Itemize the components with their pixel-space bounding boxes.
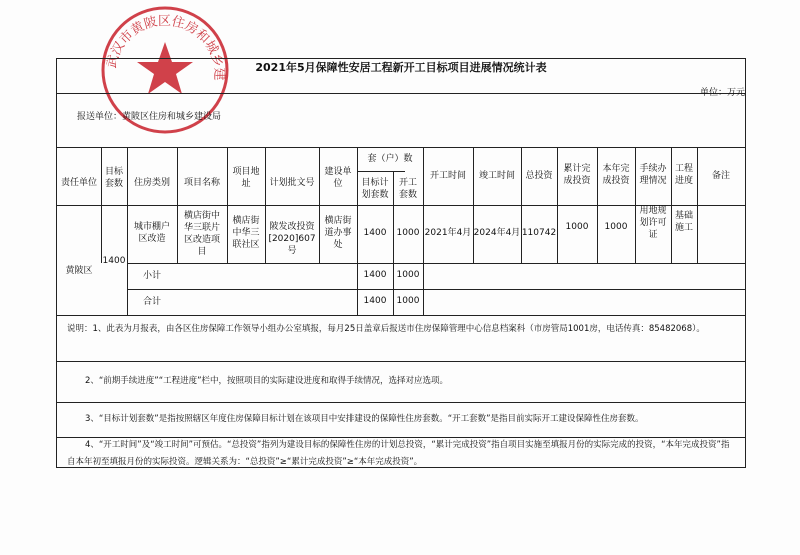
total-plan-sets: 1400 bbox=[363, 296, 387, 306]
row-project-name: 横店街中 华三联片 区改造项 目 bbox=[183, 211, 220, 257]
header-remark: 备注 bbox=[711, 171, 730, 181]
subtotal-label: 小计 bbox=[142, 271, 161, 281]
header-project-address: 项目地 址 bbox=[232, 167, 260, 189]
row-approval-no: 陂发改投资 [2020]607号 bbox=[268, 222, 316, 256]
total-label: 合计 bbox=[142, 297, 161, 307]
header-target-units: 目标 套数 bbox=[104, 167, 123, 189]
header-completion-time: 竣工时间 bbox=[478, 171, 515, 181]
row-progress: 基础 施工 bbox=[674, 211, 693, 233]
note-3: 3、“目标计划套数”是指按照辖区年度住房保障目标计划在该项目中安排建设的保障性住房套数。“开工套数”是指目前实际开工建设保障性住房套数。 bbox=[85, 414, 644, 424]
subtotal-started-sets: 1000 bbox=[396, 270, 420, 280]
total-started-sets: 1000 bbox=[396, 296, 420, 306]
report-table bbox=[56, 58, 746, 468]
row-responsible: 黄陂区 bbox=[65, 266, 93, 276]
header-total-investment: 总投资 bbox=[525, 171, 553, 181]
submitting-unit: 报送单位：黄陂区住房和城乡建设局 bbox=[77, 112, 222, 122]
subtotal-plan-sets: 1400 bbox=[363, 270, 387, 280]
row-project-address: 横店街 中华三 联社区 bbox=[232, 216, 260, 250]
row-plan-sets: 1400 bbox=[363, 228, 387, 238]
header-year-investment: 本年完 成投资 bbox=[602, 164, 630, 186]
header-project-name: 项目名称 bbox=[183, 178, 220, 188]
seal-text: 武汉市黄陂区住房和城乡建 bbox=[104, 13, 227, 81]
header-builder: 建设单 位 bbox=[324, 167, 352, 189]
note-1: 说明：1、此表为月报表，由各区住房保障工作领导小组办公室填报，每月25日盖章后报送市住房保障管理中心信息档案科（市房管局1001房，电话传真：85482068）。 bbox=[67, 324, 705, 334]
row-total-investment: 110742 bbox=[521, 228, 557, 238]
header-housing-type: 住房类别 bbox=[133, 178, 170, 188]
row-completion-time: 2024年4月 bbox=[473, 228, 521, 238]
header-progress: 工程 进度 bbox=[674, 164, 693, 186]
header-started-sets: 开工 套数 bbox=[398, 178, 417, 200]
header-procedures: 手续办 理情况 bbox=[639, 164, 667, 186]
note-4: 4、“开工时间”及“竣工时间”可预估。“总投资”指列为建设目标的保障性住房的计划总投资，“累计完成投资”指自项目实施至填报月份的实际完成的投资，“本年完成投资”指自本年初至填报月份的实际投资。逻辑关系为：“总投资”≥“累计完成投资”≥“本年完成投资”。 bbox=[67, 440, 730, 467]
row-year-investment: 1000 bbox=[604, 222, 628, 232]
header-start-time: 开工时间 bbox=[429, 171, 466, 181]
row-procedures: 用地规 划许可 证 bbox=[639, 206, 667, 240]
report-title: 2021年5月保障性安居工程新开工目标项目进展情况统计表 bbox=[255, 61, 547, 74]
header-responsible: 责任单位 bbox=[60, 178, 97, 188]
header-plan-sets: 目标计 划套数 bbox=[361, 178, 389, 200]
row-cumulative-investment: 1000 bbox=[565, 222, 589, 232]
row-housing-type: 城市棚户 区改造 bbox=[133, 222, 170, 244]
unit-label: 单位：万元 bbox=[699, 88, 745, 98]
row-started-sets: 1000 bbox=[396, 228, 420, 238]
row-builder: 横店街 道办事 处 bbox=[324, 216, 352, 250]
header-sets-group: 套（户）数 bbox=[367, 154, 413, 164]
note-2: 2、“前期手续进度”“工程进度”栏中，按照项目的实际建设进度和取得手续情况，选择对应选项。 bbox=[85, 376, 449, 386]
row-start-time: 2021年4月 bbox=[424, 228, 472, 238]
row-target-units: 1400 bbox=[102, 256, 126, 266]
header-approval-no: 计划批文号 bbox=[269, 178, 315, 188]
header-cumulative-investment: 累计完 成投资 bbox=[563, 164, 591, 186]
